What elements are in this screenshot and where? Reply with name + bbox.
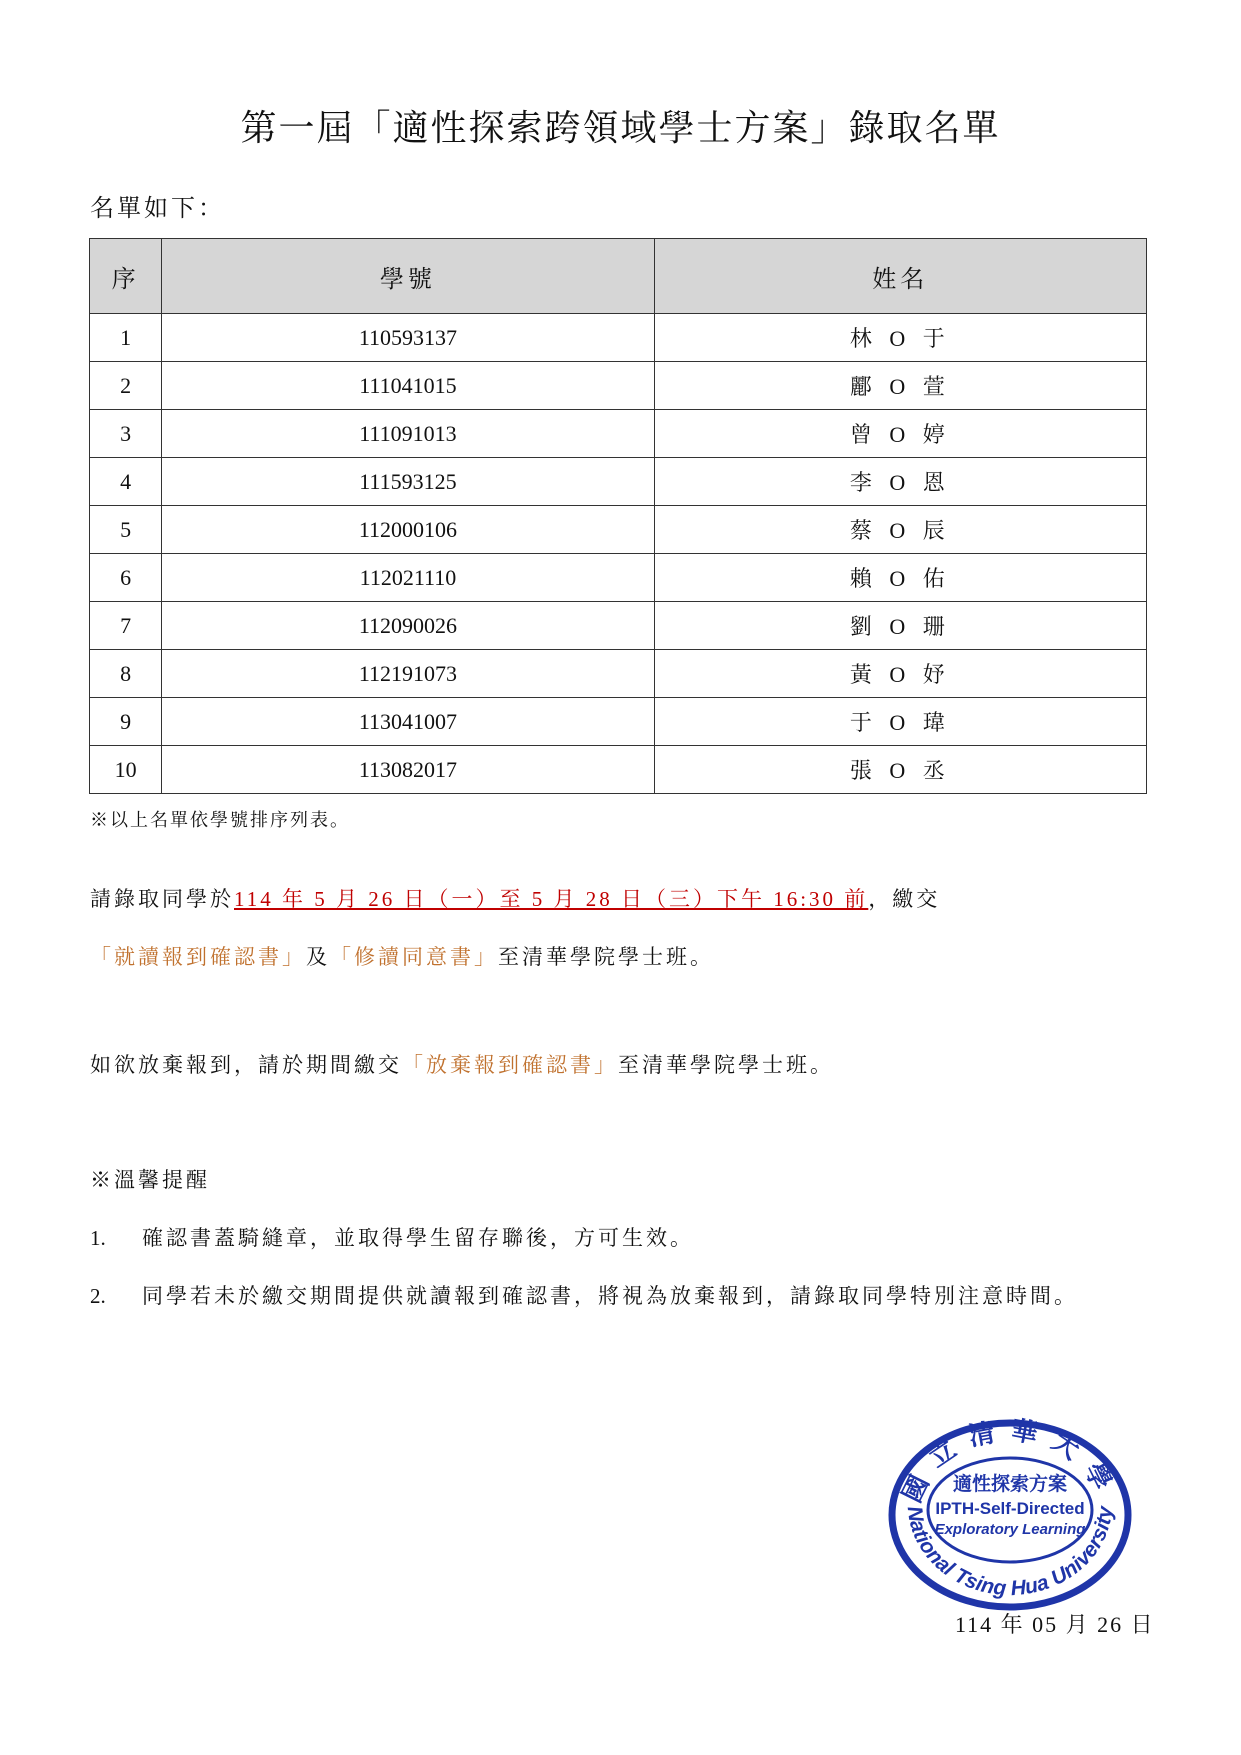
- table-row: [90, 314, 1147, 362]
- row-seq: 3: [90, 410, 162, 458]
- row-name: 劉 O 珊: [654, 602, 1146, 650]
- reminder-number: 2.: [90, 1284, 106, 1308]
- row-student-id: 111041015: [162, 362, 654, 410]
- issue-date: 114 年 05 月 26 日: [955, 1612, 1155, 1637]
- table-row: [90, 554, 1147, 602]
- waiver-suffix: 至清華學院學士班。: [618, 1053, 834, 1077]
- row-seq: 6: [90, 554, 162, 602]
- table-row: [90, 602, 1147, 650]
- table-row: [90, 506, 1147, 554]
- row-name: 張 O 丞: [654, 746, 1146, 794]
- row-student-id: 112021110: [162, 554, 654, 602]
- table-row: [90, 458, 1147, 506]
- row-name: 賴 O 佑: [654, 554, 1146, 602]
- instr-suffix: 至清華學院學士班。: [498, 945, 714, 969]
- admission-table: [89, 238, 1147, 794]
- sort-note: ※以上名單依學號排序列表。: [90, 810, 350, 831]
- row-name: 酈 O 萱: [654, 362, 1146, 410]
- intro-text: 名單如下：: [90, 194, 225, 222]
- doc-consent: 「修讀同意書」: [330, 945, 498, 969]
- page-title: 第一屆「適性探索跨領域學士方案」錄取名單: [240, 108, 1001, 149]
- instr-prefix: 請錄取同學於: [90, 887, 234, 911]
- header-name: 姓名: [654, 239, 1146, 314]
- table-row: [90, 362, 1147, 410]
- reminder-text: 同學若未於繳交期間提供就讀報到確認書，將視為放棄報到，請錄取同學特別注意時間。: [142, 1284, 1078, 1308]
- doc-confirmation: 「就讀報到確認書」: [90, 945, 306, 969]
- row-student-id: 111091013: [162, 410, 654, 458]
- instr-middle: ，繳交: [868, 887, 941, 911]
- seal-bottom-text: National Tsing Hua University: [902, 1504, 1118, 1601]
- waiver-prefix: 如欲放棄報到，請於期間繳交: [90, 1053, 402, 1077]
- reminder-item: [90, 1280, 1078, 1310]
- row-seq: 5: [90, 506, 162, 554]
- row-name: 曾 O 婷: [654, 410, 1146, 458]
- reminder-number: 1.: [90, 1226, 106, 1250]
- seal-inner-line2: IPTH-Self-Directed: [935, 1499, 1085, 1518]
- row-student-id: 113041007: [162, 698, 654, 746]
- reminder-title: ※溫馨提醒: [90, 1168, 210, 1192]
- row-seq: 2: [90, 362, 162, 410]
- doc-waiver: 「放棄報到確認書」: [402, 1053, 618, 1077]
- row-student-id: 111593125: [162, 458, 654, 506]
- row-seq: 7: [90, 602, 162, 650]
- reminder-text: 確認書蓋騎縫章，並取得學生留存聯後，方可生效。: [142, 1226, 694, 1250]
- waiver-instructions: [90, 1036, 1150, 1094]
- row-name: 林 O 于: [654, 314, 1146, 362]
- row-seq: 4: [90, 458, 162, 506]
- header-student-id: 學號: [162, 239, 654, 314]
- row-seq: 1: [90, 314, 162, 362]
- seal-outer-text: 國立清華大學: [897, 1415, 1123, 1508]
- table-header-row: [90, 239, 1147, 314]
- row-name: 于 O 瑋: [654, 698, 1146, 746]
- header-seq: 序: [90, 239, 162, 314]
- row-seq: 9: [90, 698, 162, 746]
- seal-inner-line3: Exploratory Learning: [934, 1521, 1086, 1538]
- row-student-id: 110593137: [162, 314, 654, 362]
- row-student-id: 113082017: [162, 746, 654, 794]
- row-student-id: 112000106: [162, 506, 654, 554]
- official-seal: [880, 1410, 1140, 1620]
- deadline-text: 114 年 5 月 26 日（一）至 5 月 28 日（三）下午 16:30 前: [234, 887, 869, 911]
- table-row: [90, 698, 1147, 746]
- table-row: [90, 410, 1147, 458]
- reminder-item: [90, 1222, 694, 1252]
- row-student-id: 112090026: [162, 602, 654, 650]
- row-name: 李 O 恩: [654, 458, 1146, 506]
- row-seq: 8: [90, 650, 162, 698]
- table-row: [90, 746, 1147, 794]
- row-student-id: 112191073: [162, 650, 654, 698]
- row-seq: 10: [90, 746, 162, 794]
- table-row: [90, 650, 1147, 698]
- instr-and: 及: [306, 945, 330, 969]
- row-name: 黃 O 妤: [654, 650, 1146, 698]
- submission-instructions: [90, 870, 1150, 986]
- seal-inner-line1: 適性探索方案: [952, 1473, 1068, 1495]
- row-name: 蔡 O 辰: [654, 506, 1146, 554]
